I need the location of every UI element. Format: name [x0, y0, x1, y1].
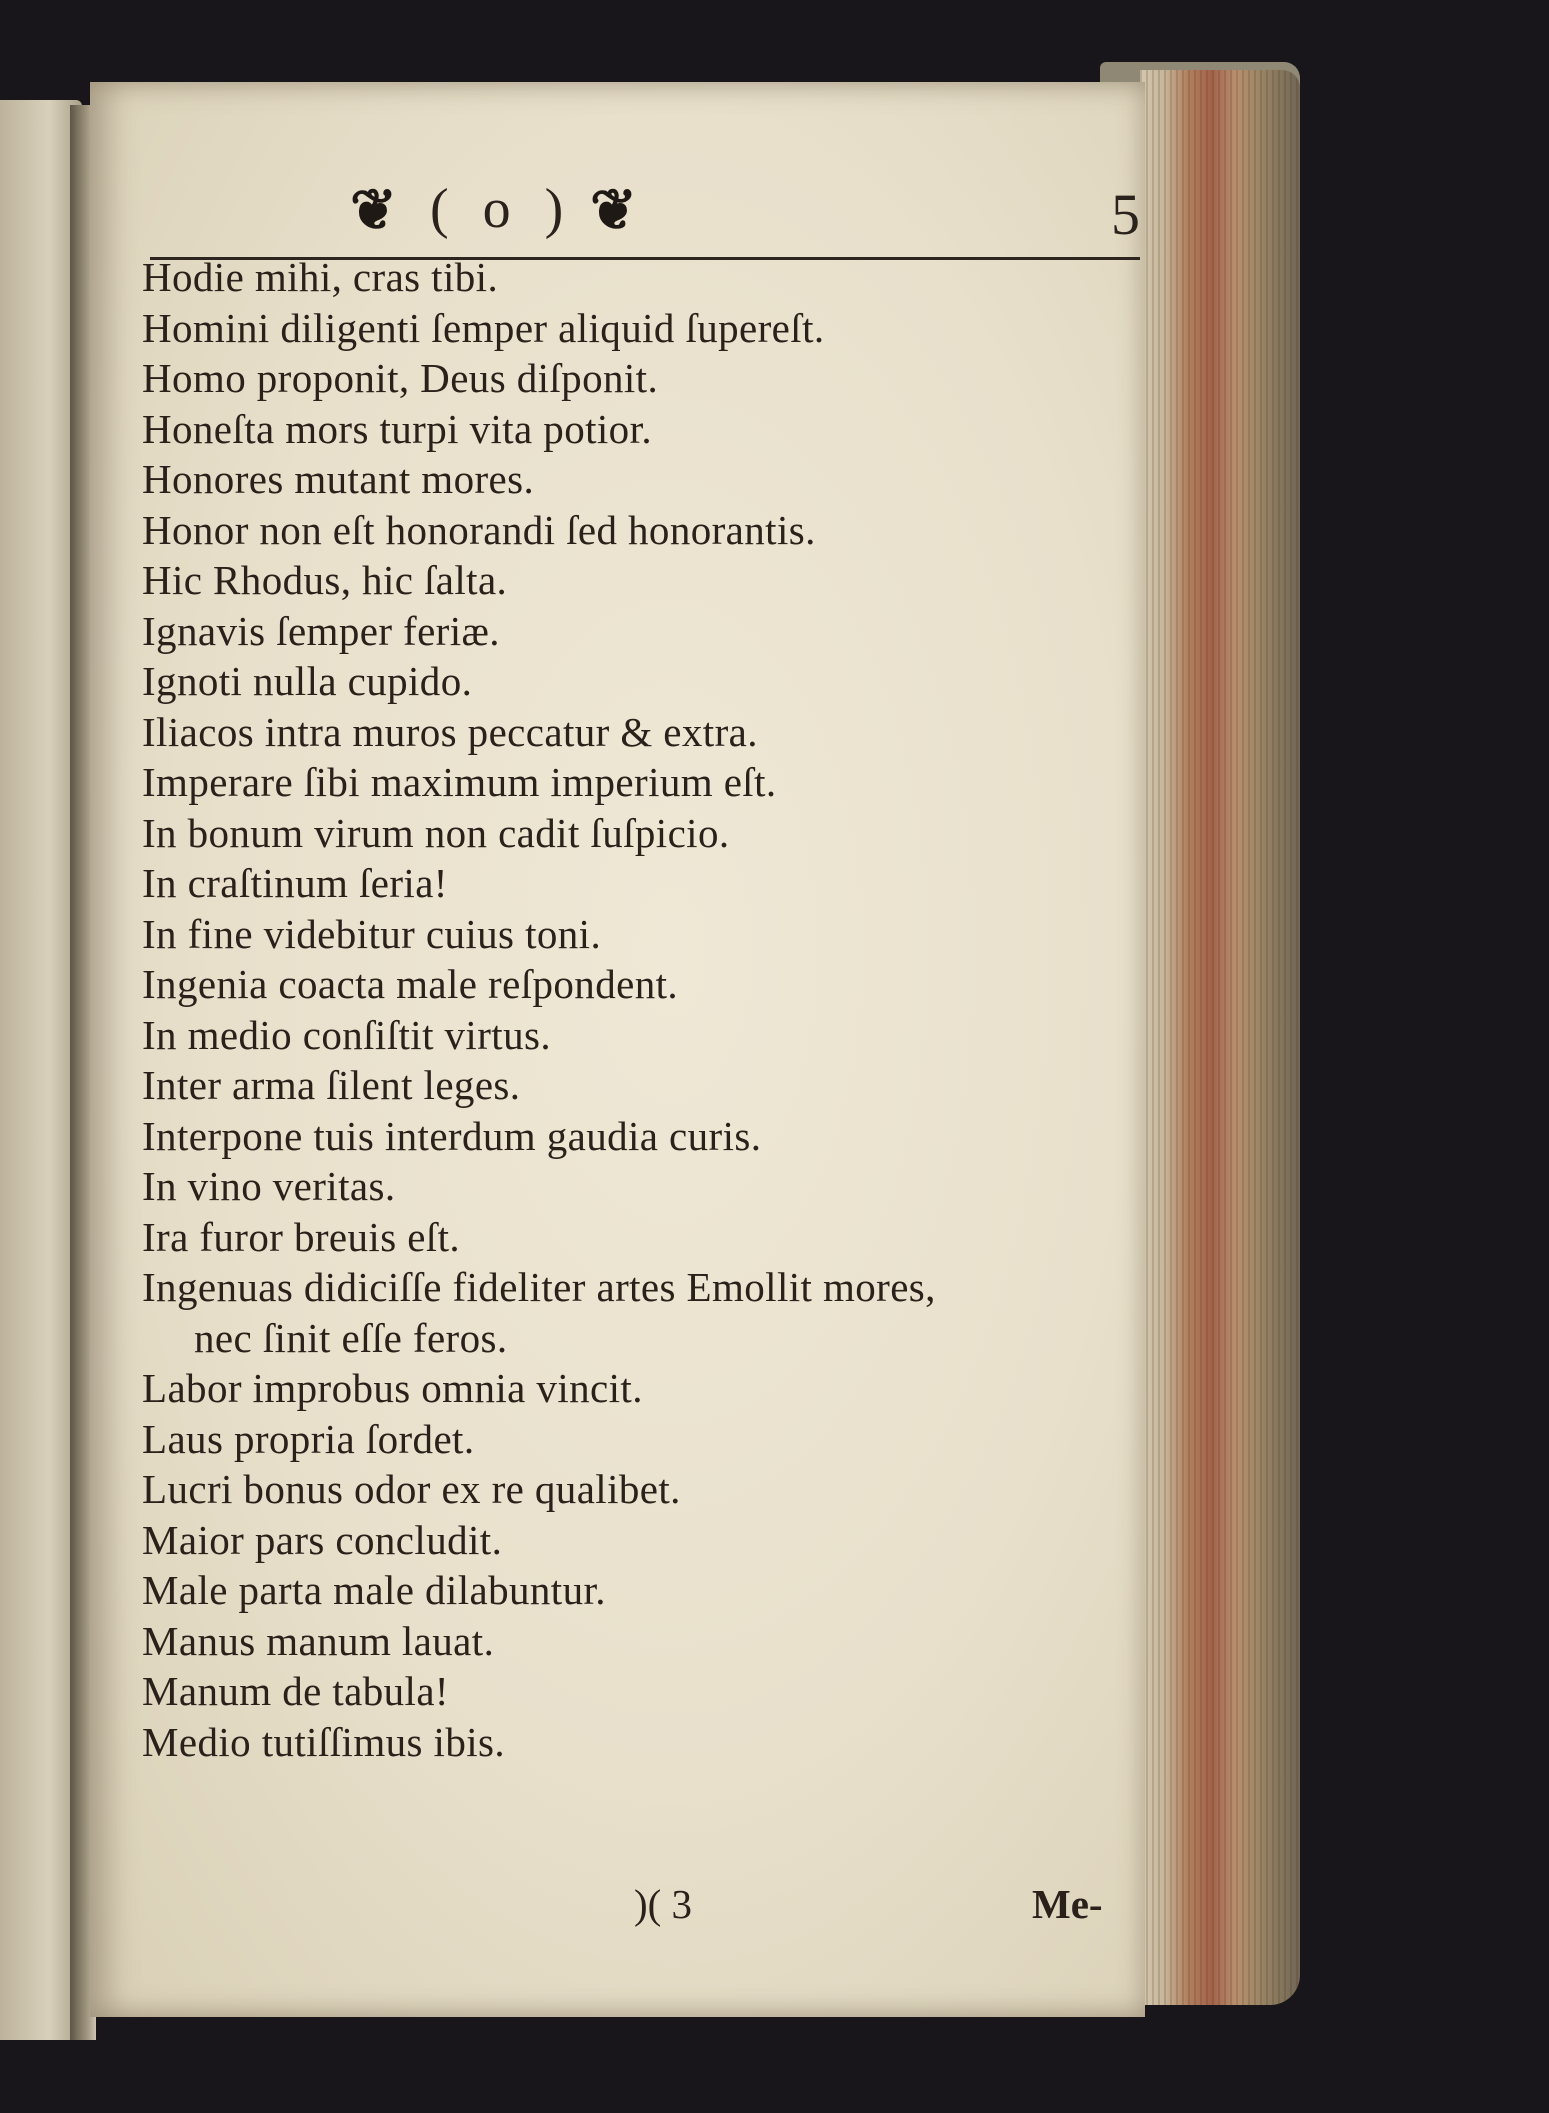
proverb-line: Interpone tuis interdum gaudia curis. [142, 1112, 762, 1159]
signature-mark: )( 3 [634, 1881, 693, 1927]
proverb-line: Labor improbus omnia vincit. [142, 1365, 643, 1411]
proverb-line: Medio tutiſſimus ibis. [142, 1718, 506, 1765]
right-ornament-icon: ❦ [590, 177, 637, 243]
proverb-line: In medio conſiſtit virtus. [142, 1011, 551, 1058]
proverb-line: In craſtinum ſeria! [142, 860, 448, 906]
proverb-line-continuation: nec ſinit eſſe feros. [194, 1314, 508, 1361]
proverb-line: Manum de tabula! [142, 1668, 449, 1714]
proverb-list [142, 252, 1152, 1767]
proverb-line: Iliacos intra muros peccatur & extra. [142, 708, 758, 755]
proverb-line: Ingenia coacta male reſpondent. [142, 961, 679, 1007]
proverb-line: Manus manum lauat. [142, 1617, 495, 1664]
header-signature: ( o ) [430, 178, 574, 240]
proverb-line: In fine videbitur cuius toni. [142, 910, 602, 957]
proverb-line: Honores mutant mores. [142, 456, 535, 502]
proverb-line: Ignavis ſemper feriæ. [142, 607, 500, 654]
proverb-line: Ingenuas didiciſſe fideliter artes Emollit mores, [142, 1264, 936, 1310]
proverb-line: Laus propria ſordet. [142, 1415, 475, 1462]
page-block-edge [1140, 70, 1300, 2005]
proverb-line: Honeſta mors turpi vita potior. [142, 405, 653, 452]
proverb-line: Male parta male dilabuntur. [142, 1567, 606, 1613]
proverb-line: Inter arma ſilent leges. [142, 1062, 521, 1108]
proverb-line: Homini diligenti ſemper aliquid ſupereſt. [142, 304, 825, 351]
running-header [150, 177, 1140, 260]
proverb-line: Honor non eſt honorandi ſed honorantis. [142, 506, 816, 553]
proverb-line: Imperare ſibi maximum imperium eſt. [142, 759, 777, 805]
proverb-line: In vino veritas. [142, 1163, 396, 1209]
proverb-line: In bonum virum non cadit ſuſpicio. [142, 809, 730, 856]
proverb-line: Lucri bonus odor ex re qualibet. [142, 1466, 681, 1512]
book-page [90, 82, 1145, 2017]
left-ornament-icon: ❦ [350, 177, 397, 243]
proverb-line: Maior pars concludit. [142, 1516, 503, 1563]
proverb-line: Hodie mihi, cras tibi. [142, 254, 499, 300]
proverb-line: Homo proponit, Deus diſponit. [142, 355, 659, 401]
page-number: 5 [1111, 182, 1140, 247]
catchword: Me- [1032, 1881, 1103, 1927]
page-footer [142, 1880, 1142, 1936]
proverb-line: Ira furor breuis eſt. [142, 1213, 461, 1260]
proverb-line: Hic Rhodus, hic ſalta. [142, 557, 508, 603]
proverb-line: Ignoti nulla cupido. [142, 658, 473, 704]
